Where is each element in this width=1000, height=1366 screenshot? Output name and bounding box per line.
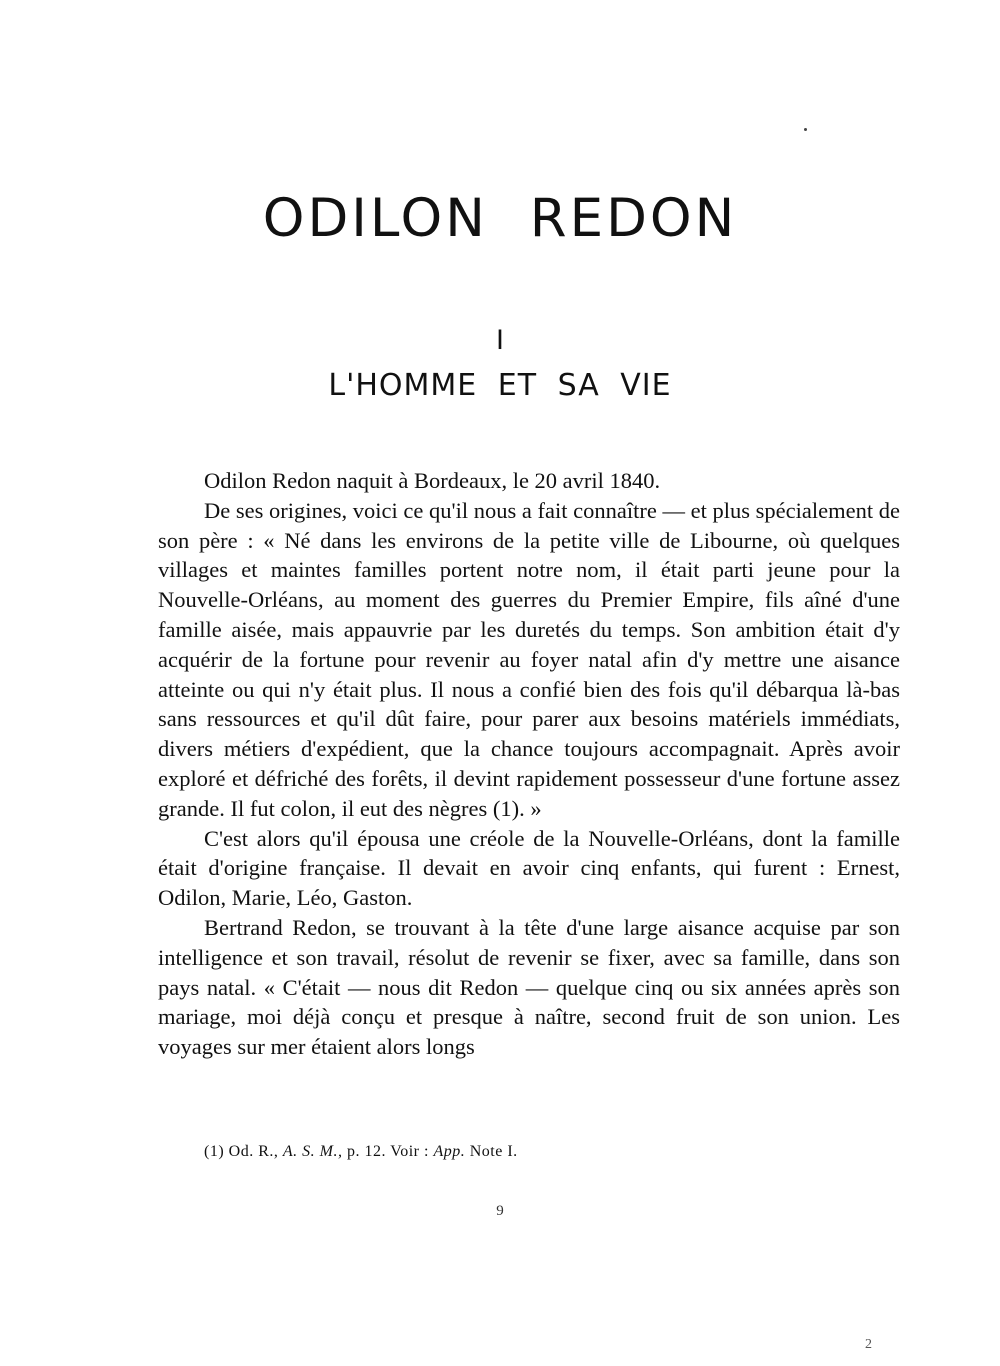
corner-mark: 2 bbox=[865, 1337, 872, 1352]
footnote-mark: (1) bbox=[204, 1143, 225, 1160]
page-number: 9 bbox=[496, 1203, 504, 1219]
footnote-page: p. 12. bbox=[347, 1143, 386, 1160]
page-title: ODILON REDON bbox=[262, 188, 738, 249]
footnote bbox=[204, 1143, 518, 1161]
paragraph: Bertrand Redon, se trouvant à la tête d'une large aisance acquise par son intelligence et son travail, résolut de revenir se fixer, avec sa famille, dans son pays natal. « C'était — nous dit Redon — quelque cinq ou six années après son mariage, moi déjà conçu et presque à naître, second fruit de son union. Les voyages sur mer étaient alors longs bbox=[158, 914, 900, 1060]
footnote-ref-prefix: Voir : bbox=[390, 1143, 429, 1160]
paragraph: C'est alors qu'il épousa une créole de la Nouvelle-Orléans, dont la famille était d'origine française. Il devait en avoir cinq enfants, qui furent : Ernest, Odilon, Marie, Léo, Gaston. bbox=[158, 825, 900, 911]
footnote-ref-note: Note I. bbox=[469, 1143, 518, 1160]
paragraph: De ses origines, voici ce qu'il nous a fait connaître — et plus spécialement de son père : « Né dans les environs de la petite ville de Libourne, où quelques villages et maintes familles portent notre nom, il était parti jeune pour la Nouvelle-Orléans, au moment des guerres du Premier Empire, fils aîné d'une famille aisée, mais appauvrie par les duretés du temps. Son ambition était d'y acquérir de la fortune pour revenir au foyer natal afin d'y mettre une aisance atteinte ou qui n'y était plus. Il nous a confié bien des fois qu'il débarqua là-bas sans ressources et qu'il dût faire, pour parer aux besoins matériels immédiats, divers métiers d'expédient, que la chance toujours accompagnait. Après avoir exploré et défriché des forêts, il devint rapidement possesseur d'une fortune assez grande. Il fut colon, il eut des nègres (1). » bbox=[158, 497, 900, 821]
paragraph: Odilon Redon naquit à Bordeaux, le 20 avril 1840. bbox=[204, 468, 661, 493]
footnote-ref-app: App. bbox=[433, 1143, 466, 1160]
chapter-number: I bbox=[496, 325, 504, 356]
body-text bbox=[158, 466, 900, 1062]
footnote-work: A. S. M., bbox=[282, 1143, 343, 1160]
ink-speck bbox=[804, 128, 807, 131]
chapter-title: L'HOMME ET SA VIE bbox=[328, 368, 672, 403]
footnote-author: Od. R., bbox=[228, 1143, 279, 1160]
